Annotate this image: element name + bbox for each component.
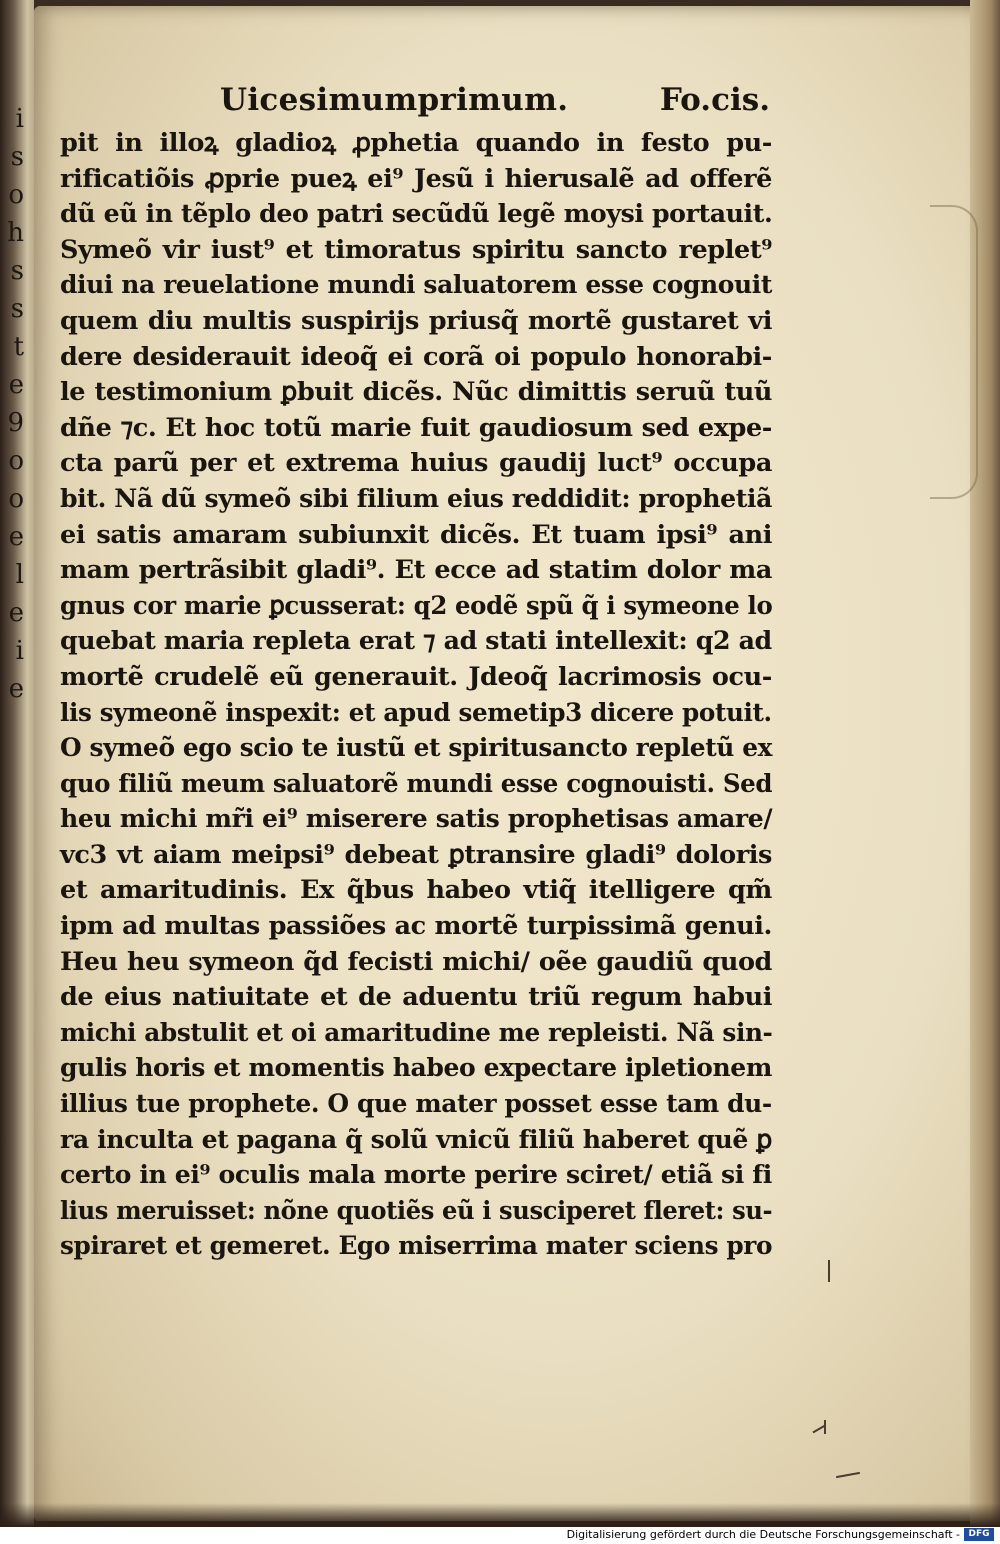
text-line: lius meruisset: nõne quotiẽs eũ i susciperet fleret: su- [60,1195,773,1226]
facing-page-letter: o [8,484,24,514]
text-line: et amaritudinis. Ex q̃bus habeo vtiq̃ itelligere qm̃ [60,875,772,906]
facing-page-letter: i [15,104,24,134]
text-line: ra inculta et pagana q̃ solũ vnicũ filiũ haberet quẽ ꝑ [60,1124,772,1155]
text-line: dñe ⁊c. Et hoc totũ marie fuit gaudiosum sed expe- [60,412,772,443]
text-line: mam pertrãsibit gladi⁹. Et ecce ad statim dolor ma [60,555,772,586]
footer-bar [0,1527,1000,1544]
text-line: gnus cor marie ꝑcusserat: q2 eodẽ spũ q̃ i symeone lo [60,590,773,621]
text-line: pit in illoꝝ gladioꝝ ꝓphetia quando in festo pu- [60,128,772,158]
bottom-shadow [0,1503,1000,1527]
text-line: de eius natiuitate et de aduentu triũ regum habui [60,982,772,1013]
facing-page-letter: h [7,218,24,248]
facing-page-letter: e [8,370,24,400]
pen-mark [824,1420,826,1434]
text-line: michi abstulit et oi amaritudine me repleisti. Nã sin- [60,1017,773,1048]
text-line: cta parũ per et extrema huius gaudij luct⁹ occupa [60,448,772,479]
body-text [60,126,772,1265]
facing-page-letter: t [13,332,24,362]
pen-mark [828,1260,830,1282]
facing-page-letter: o [8,446,24,476]
text-line: O symeõ ego scio te iustũ et spiritusancto repletũ ex [60,733,773,764]
facing-page-letter: 9 [7,408,24,438]
folio-number: Fo.cis. [659,82,770,118]
text-line: certo in ei⁹ oculis mala morte perire sciret/ etiã si fi [60,1160,772,1191]
facing-page-letter: s [10,294,24,324]
text-line: mortẽ crudelẽ eũ generauit. Jdeoq̃ lacrimosis ocu- [60,661,772,692]
facing-page-letter: i [15,636,24,666]
text-line: quebat maria repleta erat ⁊ ad stati intellexit: q2 ad [60,626,772,657]
text-line: rificatiõis ꝓprie pueꝝ ei⁹ Jesũ i hierusalẽ ad offerẽ [60,163,772,194]
text-line: gulis horis et momentis habeo expectare ipletionem [60,1053,772,1084]
facing-page-letter: e [8,674,24,704]
text-line: spiraret et gemeret. Ego miserrima mater sciens pro [60,1231,773,1262]
facing-page-letter: s [10,142,24,172]
text-line: bit. Nã dũ symeõ sibi filium eius reddidit: prophetiã [60,483,772,514]
digitization-credit: Digitalisierung gefördert durch die Deutsche Forschungsgemeinschaft - [566,1528,960,1541]
text-line: ipm ad multas passiões ac mortẽ turpissimã genui. [60,911,772,942]
facing-page-letter: e [8,598,24,628]
facing-page-letter: e [8,522,24,552]
text-line: quo filiũ meum saluatorẽ mundi esse cognouisti. Sed [60,768,773,799]
text-line: le testimonium ꝑbuit dicẽs. Nũc dimittis seruũ tuũ [60,377,772,408]
text-line: vc3 vt aiam meipsi⁹ debeat ꝑtransire gladi⁹ doloris [60,839,772,870]
text-line: dũ eũ in tẽplo deo patri secũdũ legẽ moysi portauit. [60,199,773,230]
text-line: quem diu multis suspirijs priusq̃ mortẽ gustaret vi [60,305,772,336]
text-line: heu michi mr̃i ei⁹ miserere satis prophetisas amare/ [60,804,773,835]
facing-page-edge [0,0,34,1527]
margin-pen-marks [790,1260,910,1510]
facing-page-letter: o [8,180,24,210]
facing-page-letter: s [10,256,24,286]
text-line: diui na reuelatione mundi saluatorem esse cognouit [60,270,772,301]
text-line: Heu heu symeon q̃d fecisti michi/ oẽe gaudiũ quod [60,946,772,977]
running-head [220,82,770,122]
text-line: dere desiderauit ideoq̃ ei corã oi populo honorabi- [60,341,772,372]
page-clip-outline [930,205,978,499]
running-title: Uicesimumprimum. [220,82,569,118]
text-line: illius tue prophete. O que mater posset esse tam du- [60,1089,772,1120]
dfg-logo: DFG [964,1528,994,1541]
facing-page-letters [2,100,24,708]
pen-mark [836,1472,860,1478]
facing-page-letter: l [15,560,24,590]
text-line: lis symeonẽ inspexit: et apud semetip3 dicere potuit. [60,697,772,728]
text-line: Symeõ vir iust⁹ et timoratus spiritu sancto replet⁹ [60,234,772,265]
text-line: ei satis amaram subiunxit dicẽs. Et tuam ipsi⁹ ani [60,519,772,550]
